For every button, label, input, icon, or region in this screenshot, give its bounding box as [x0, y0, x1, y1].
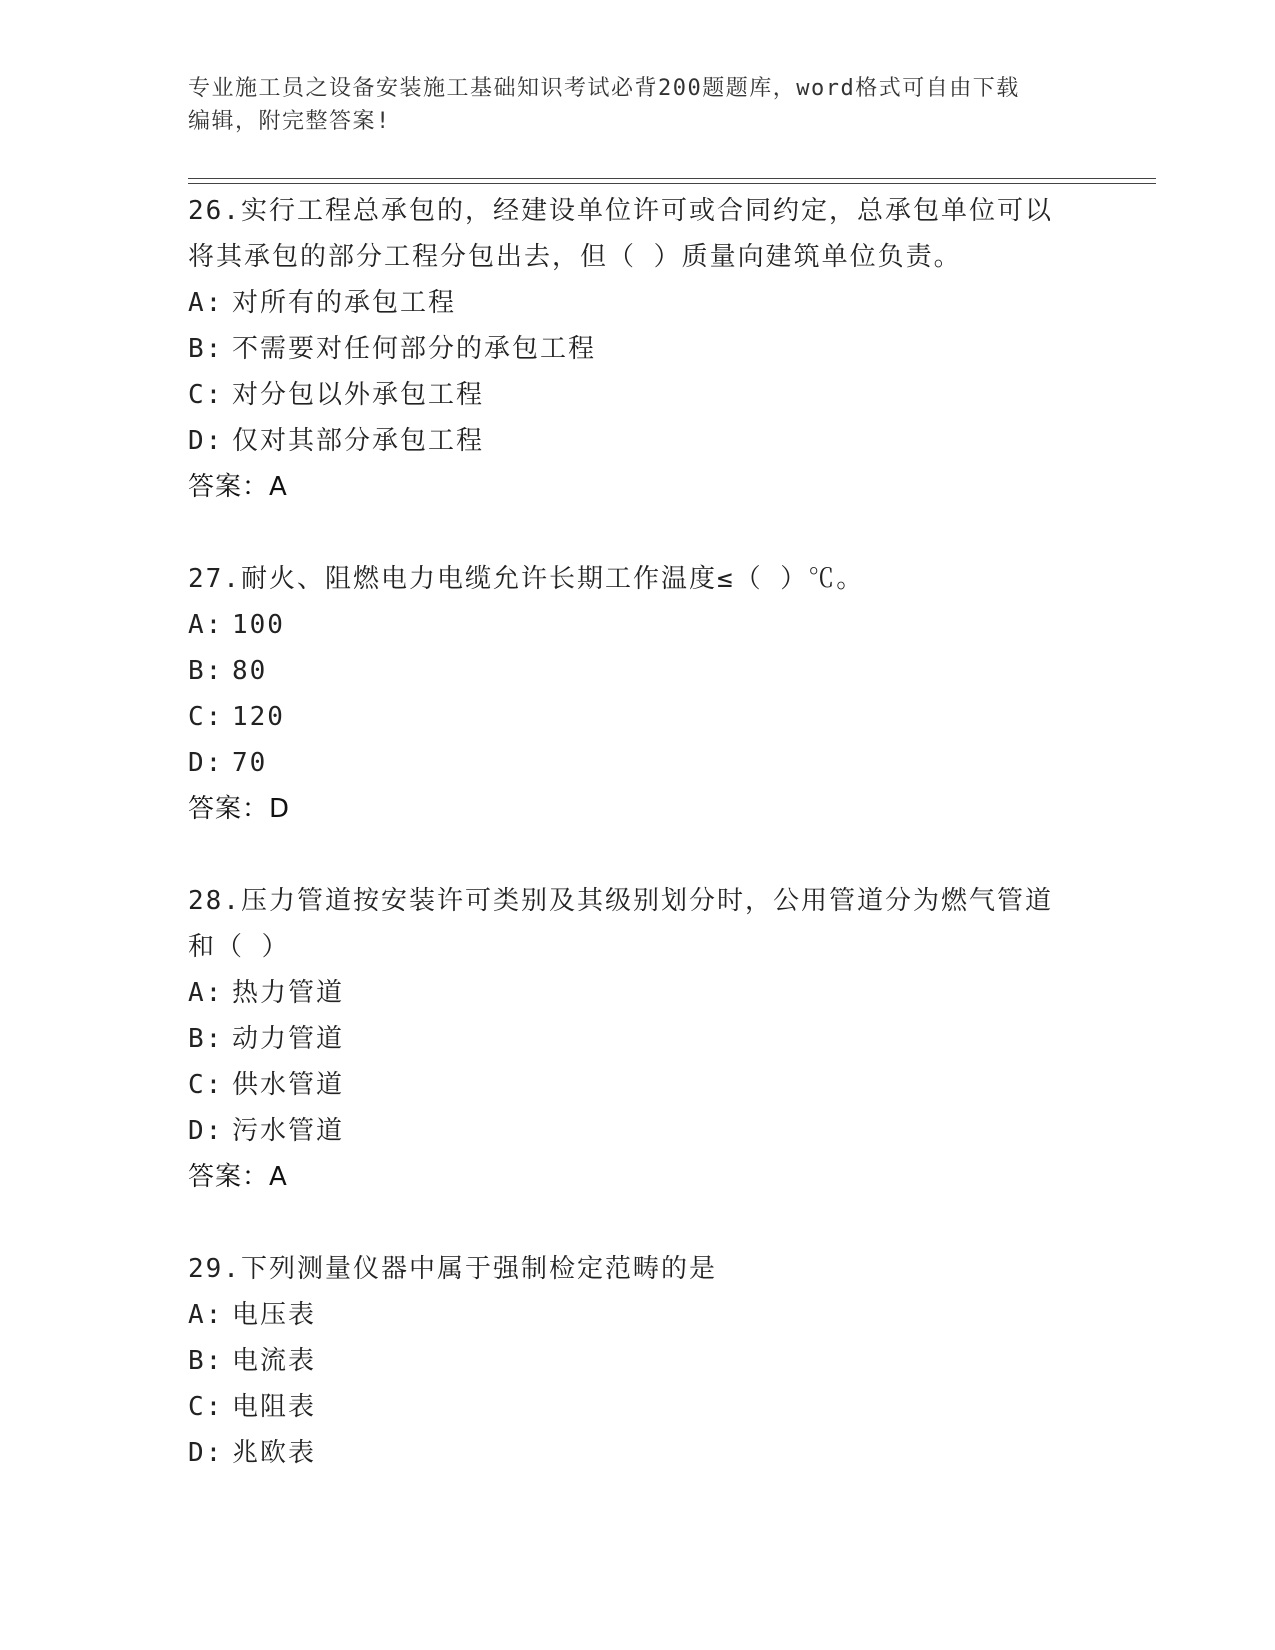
question-spacer: [188, 1200, 1088, 1246]
answer-line: 答案：A: [188, 472, 288, 502]
header-divider-bottom: [188, 183, 1156, 184]
option-text: 电阻表: [232, 1392, 317, 1422]
option-letter: B:: [188, 1346, 224, 1376]
option-text: 热力管道: [232, 978, 345, 1008]
option-letter: D:: [188, 1438, 224, 1468]
header-title-line-2: 编辑，附完整答案!: [188, 109, 391, 134]
question-stem-line: 和（ ）: [188, 932, 290, 962]
option-d: [188, 1430, 1088, 1476]
option-text: 电流表: [232, 1346, 317, 1376]
option-c: [188, 1062, 1088, 1108]
question-list: [188, 188, 1088, 1476]
question-spacer: [188, 832, 1088, 878]
option-a: [188, 280, 1088, 326]
option-c: [188, 1384, 1088, 1430]
answer-line: 答案：A: [188, 1162, 288, 1192]
option-text: 供水管道: [232, 1070, 345, 1100]
option-a: [188, 602, 1088, 648]
header-divider-top: [188, 178, 1156, 179]
option-text: 80: [232, 656, 268, 686]
option-text: 70: [232, 748, 268, 778]
option-letter: D:: [188, 426, 224, 456]
option-letter: C:: [188, 380, 224, 410]
question-27: [188, 556, 1088, 832]
option-letter: A:: [188, 978, 224, 1008]
option-letter: A:: [188, 1300, 224, 1330]
option-text: 对分包以外承包工程: [232, 380, 485, 410]
answer-line: 答案：D: [188, 794, 291, 824]
option-letter: A:: [188, 288, 224, 318]
option-d: [188, 418, 1088, 464]
header-title-line-1: 专业施工员之设备安装施工基础知识考试必背200题题库，word格式可自由下载: [188, 76, 1020, 101]
option-a: [188, 1292, 1088, 1338]
option-text: 不需要对任何部分的承包工程: [232, 334, 597, 364]
option-text: 电压表: [232, 1300, 317, 1330]
option-letter: C:: [188, 702, 224, 732]
option-letter: A:: [188, 610, 224, 640]
option-b: [188, 648, 1088, 694]
option-b: [188, 1016, 1088, 1062]
option-letter: C:: [188, 1392, 224, 1422]
option-letter: D:: [188, 1116, 224, 1146]
question-stem-line: 27.耐火、阻燃电力电缆允许长期工作温度≤（ ）℃。: [188, 564, 865, 594]
option-letter: B:: [188, 334, 224, 364]
option-text: 兆欧表: [232, 1438, 317, 1468]
option-text: 100: [232, 610, 285, 640]
option-d: [188, 1108, 1088, 1154]
question-29: [188, 1246, 1088, 1476]
question-26: [188, 188, 1088, 510]
option-b: [188, 1338, 1088, 1384]
option-c: [188, 372, 1088, 418]
question-28: [188, 878, 1088, 1200]
option-letter: D:: [188, 748, 224, 778]
option-letter: B:: [188, 656, 224, 686]
option-text: 120: [232, 702, 285, 732]
option-a: [188, 970, 1088, 1016]
question-spacer: [188, 510, 1088, 556]
question-stem-line: 26.实行工程总承包的，经建设单位许可或合同约定，总承包单位可以: [188, 196, 1053, 226]
option-letter: C:: [188, 1070, 224, 1100]
option-text: 仅对其部分承包工程: [232, 426, 485, 456]
question-stem-line: 28.压力管道按安装许可类别及其级别划分时，公用管道分为燃气管道: [188, 886, 1053, 916]
option-d: [188, 740, 1088, 786]
option-letter: B:: [188, 1024, 224, 1054]
question-stem-line: 29.下列测量仪器中属于强制检定范畴的是: [188, 1254, 717, 1284]
option-text: 污水管道: [232, 1116, 345, 1146]
option-text: 动力管道: [232, 1024, 345, 1054]
option-b: [188, 326, 1088, 372]
document-header: [188, 72, 1088, 138]
option-text: 对所有的承包工程: [232, 288, 457, 318]
question-stem-line: 将其承包的部分工程分包出去，但（ ）质量向建筑单位负责。: [188, 242, 962, 272]
option-c: [188, 694, 1088, 740]
